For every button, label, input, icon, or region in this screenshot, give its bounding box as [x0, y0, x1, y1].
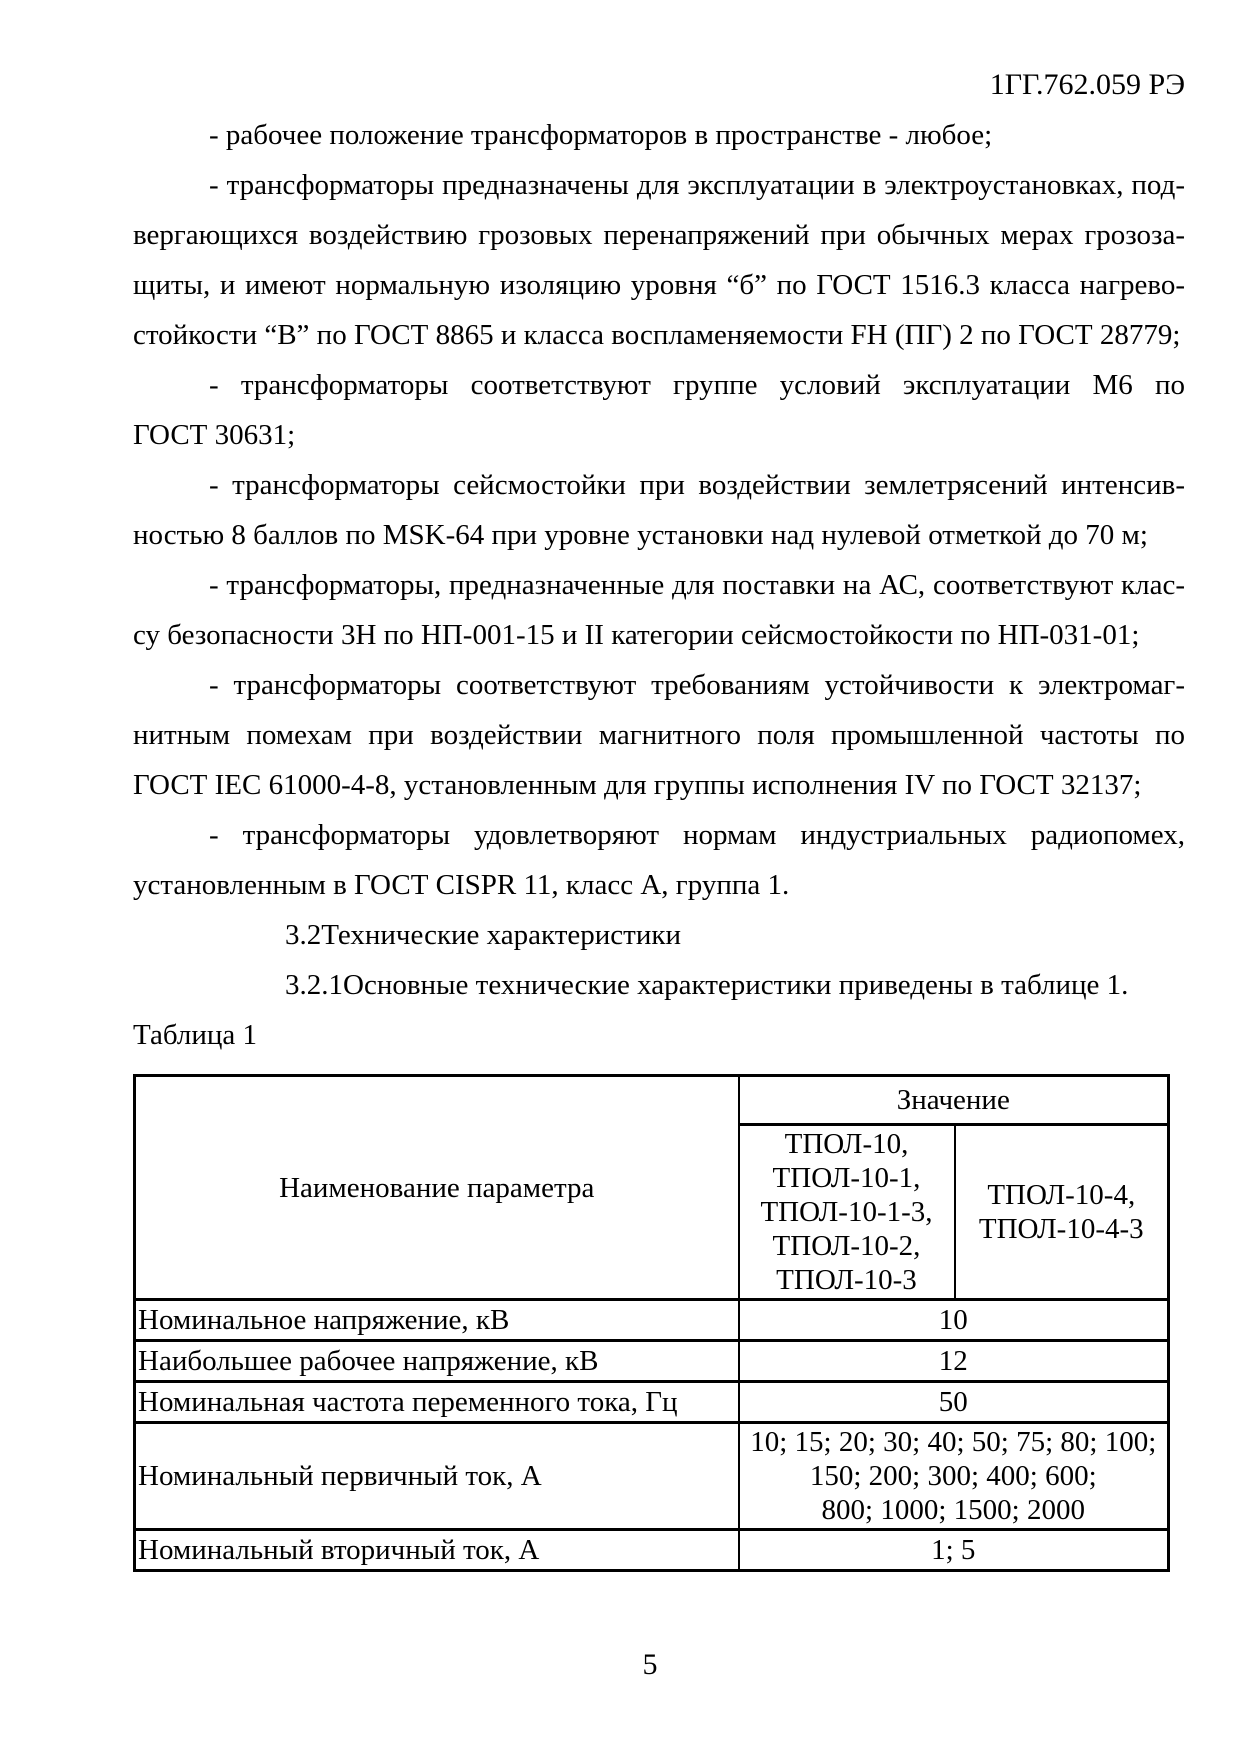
section-title: Технические характеристики	[321, 919, 681, 951]
paragraph-line: - трансформаторы, предназначенные для поставки на АС, соответствуют клас-	[209, 569, 1185, 601]
paragraph-line: - рабочее положение трансформаторов в пространстве - любое;	[209, 119, 993, 151]
param-cell: Номинальная частота переменного тока, Гц	[135, 1382, 739, 1423]
table-row	[135, 1341, 1169, 1382]
paragraph-line: - трансформаторы соответствуют группе условий эксплуатации М6 по	[209, 369, 1185, 401]
group-line: ТПОЛ-10-2,	[772, 1230, 921, 1262]
doc-code: 1ГГ.762.059 РЭ	[989, 68, 1185, 101]
value-cell: 1; 5	[739, 1530, 1169, 1571]
paragraph-line: вергающихся воздействию грозовых перенапряжений при обычных мерах грозоза-	[133, 219, 1185, 251]
page-number: 5	[642, 1648, 658, 1681]
paragraph-line: установленным в ГОСТ CISPR 11, класс А, группа 1.	[133, 869, 790, 901]
tech-characteristics-table	[133, 1074, 1170, 1572]
table-header-row-1	[135, 1076, 1169, 1125]
paragraph-line: ГОСТ 30631;	[133, 419, 296, 451]
paragraph-line: нитным помехам при воздействии магнитного поля промышленной частоты по	[133, 719, 1185, 751]
subsection-heading	[133, 960, 1185, 1010]
group-line: ТПОЛ-10-4,	[987, 1179, 1136, 1211]
paragraph-line: - трансформаторы предназначены для эксплуатации в электроустановках, под-	[209, 169, 1185, 201]
value-cell	[739, 1423, 1169, 1530]
group-line: ТПОЛ-10-3	[776, 1264, 917, 1296]
subsection-title: Основные технические характеристики приведены в таблице 1.	[343, 969, 1129, 1001]
value-line: 10; 15; 20; 30; 40; 50; 75; 80; 100;	[750, 1426, 1157, 1458]
value-cell: 50	[739, 1382, 1169, 1423]
table-row	[135, 1300, 1169, 1341]
value-cell: 10	[739, 1300, 1169, 1341]
subsection-number: 3.2.1	[285, 969, 343, 1001]
value-cell: 12	[739, 1341, 1169, 1382]
group-line: ТПОЛ-10-1,	[772, 1162, 921, 1194]
param-cell: Номинальный вторичный ток, А	[135, 1530, 739, 1571]
paragraph-line: су безопасности 3Н по НП-001-15 и II категории сейсмостойкости по НП-031-01;	[133, 619, 1140, 651]
table-header-parameter: Наименование параметра	[135, 1076, 739, 1300]
paragraph-line: щиты, и имеют нормальную изоляцию уровня “б” по ГОСТ 1516.3 класса нагрево-	[133, 269, 1185, 301]
paragraph-line: - трансформаторы соответствуют требованиям устойчивости к электромаг-	[209, 669, 1185, 701]
section-heading	[133, 910, 1185, 960]
group-line: ТПОЛ-10-1-3,	[760, 1196, 933, 1228]
table-header-value: Значение	[739, 1076, 1169, 1125]
paragraph-line: - трансформаторы удовлетворяют нормам индустриальных радиопомех,	[209, 819, 1185, 851]
paragraph-line: ГОСТ IEC 61000-4-8, установленным для группы исполнения IV по ГОСТ 32137;	[133, 769, 1142, 801]
group-line: ТПОЛ-10-4-3	[978, 1213, 1144, 1245]
param-cell: Наибольшее рабочее напряжение, кВ	[135, 1341, 739, 1382]
table-row	[135, 1382, 1169, 1423]
table-header-group1	[739, 1125, 955, 1300]
paragraph-line: стойкости “В” по ГОСТ 8865 и класса воспламеняемости FH (ПГ) 2 по ГОСТ 28779;	[133, 319, 1181, 351]
param-cell: Номинальное напряжение, кВ	[135, 1300, 739, 1341]
paragraph-line: ностью 8 баллов по MSK-64 при уровне установки над нулевой отметкой до 70 м;	[133, 519, 1148, 551]
param-cell: Номинальный первичный ток, А	[135, 1423, 739, 1530]
table-header-group2	[955, 1125, 1169, 1300]
table-caption: Таблица 1	[133, 1019, 258, 1051]
value-line: 800; 1000; 1500; 2000	[821, 1494, 1085, 1526]
body-text	[133, 110, 1185, 1060]
table-row	[135, 1530, 1169, 1571]
section-number: 3.2	[285, 919, 322, 951]
value-line: 150; 200; 300; 400; 600;	[809, 1460, 1097, 1492]
group-line: ТПОЛ-10,	[784, 1128, 909, 1160]
paragraph-line: - трансформаторы сейсмостойки при воздействии землетрясений интенсив-	[209, 469, 1185, 501]
table-row	[135, 1423, 1169, 1530]
